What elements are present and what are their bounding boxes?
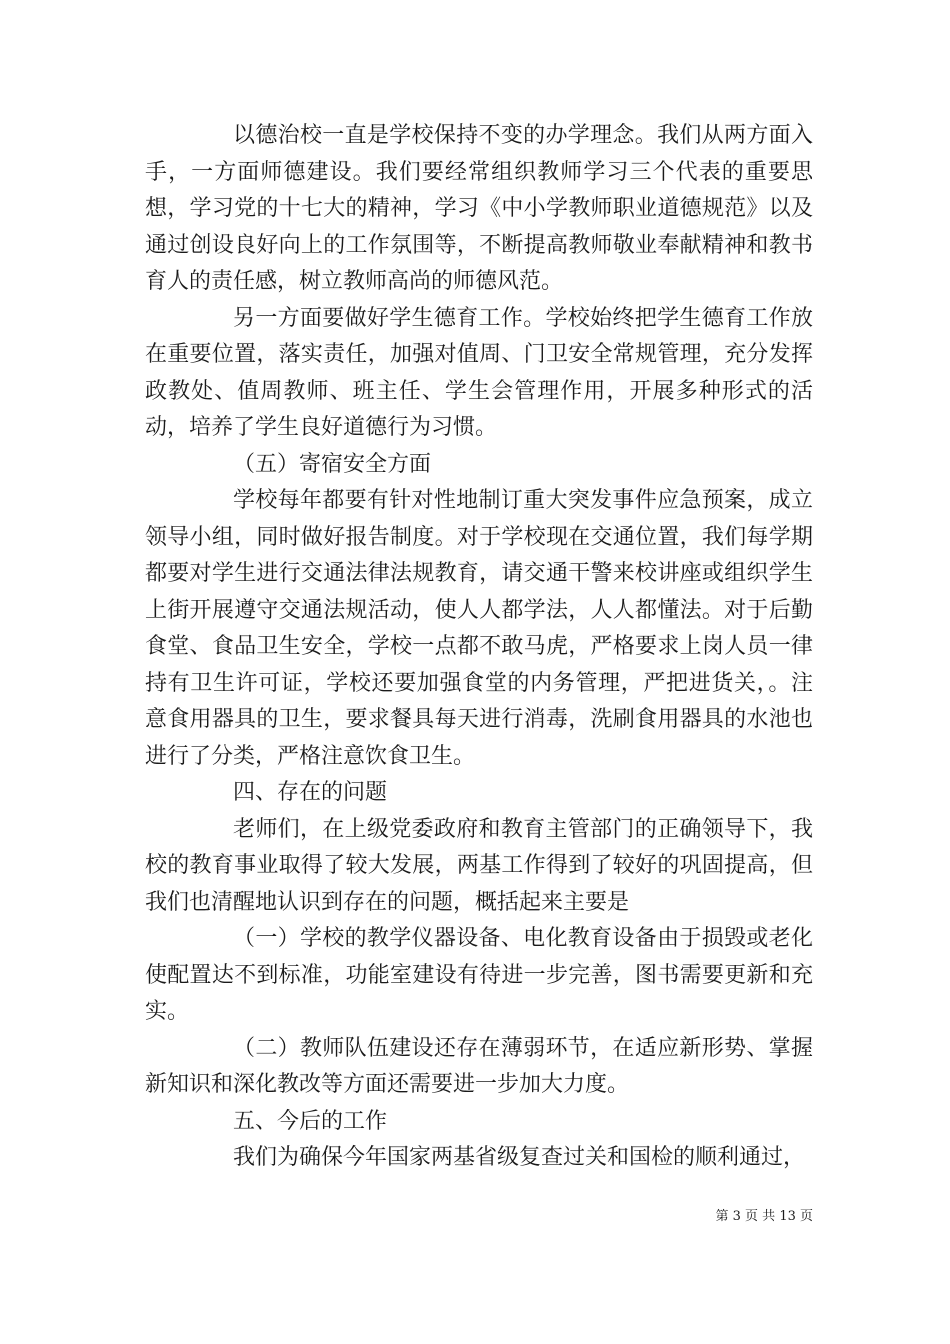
paragraph-problem-one: （一）学校的教学仪器设备、电化教育设备由于损毁或老化使配置达不到标准，功能室建设有待进一步完善，图书需要更新和充实。 (145, 926, 813, 1024)
paragraph-moral-education-students: 另一方面要做好学生德育工作。学校始终把学生德育工作放在重要位置，落实责任，加强对值周、门卫安全常规管理，充分发挥政教处、值周教师、班主任、学生会管理作用，开展多种形式的活动，培养了学生良好道德行为习惯。 (145, 305, 813, 440)
paragraph-problems-intro: 老师们，在上级党委政府和教育主管部门的正确领导下，我校的教育事业取得了较大发展，两基工作得到了较好的巩固提高，但我们也清醒地认识到存在的问题，概括起来主要是 (145, 816, 813, 915)
paragraph-moral-education-teachers: 以德治校一直是学校保持不变的办学理念。我们从两方面入手，一方面师德建设。我们要经常组织教师学习三个代表的重要思想，学习党的十七大的精神，学习《中小学教师职业道德规范》以及通过创设良好向上的工作氛围等，不断提高教师敬业奉献精神和教书育人的责任感，树立教师高尚的师德风范。 (145, 123, 813, 294)
paragraph-future-work: 我们为确保今年国家两基省级复查过关和国检的顺利通过， (233, 1145, 806, 1170)
heading-existing-problems: 四、存在的问题 (233, 780, 388, 805)
paragraph-safety-measures: 学校每年都要有针对性地制订重大突发事件应急预案，成立领导小组，同时做好报告制度。对于学校现在交通位置，我们每学期都要对学生进行交通法律法规教育，请交通干警来校讲座或组织学生上街开展遵守交通法规活动，使人人都学法，人人都懂法。对于后勤食堂、食品卫生安全，学校一点都不敢马虎，严格要求上岗人员一律持有卫生许可证，学校还要加强食堂的内务管理，严把进货关，。注意食用器具的卫生，要求餐具每天进行消毒，洗刷食用器具的水池也进行了分类，严格注意饮食卫生。 (145, 488, 813, 769)
heading-future-work: 五、今后的工作 (233, 1108, 388, 1134)
page-number: 第 3 页 共 13 页 (715, 1209, 813, 1224)
document-body (145, 118, 813, 1177)
heading-boarding-safety: （五）寄宿安全方面 (233, 451, 432, 477)
paragraph-problem-two: （二）教师队伍建设还存在薄弱环节，在适应新形势、掌握新知识和深化教改等方面还需要进一步加大力度。 (145, 1035, 813, 1097)
